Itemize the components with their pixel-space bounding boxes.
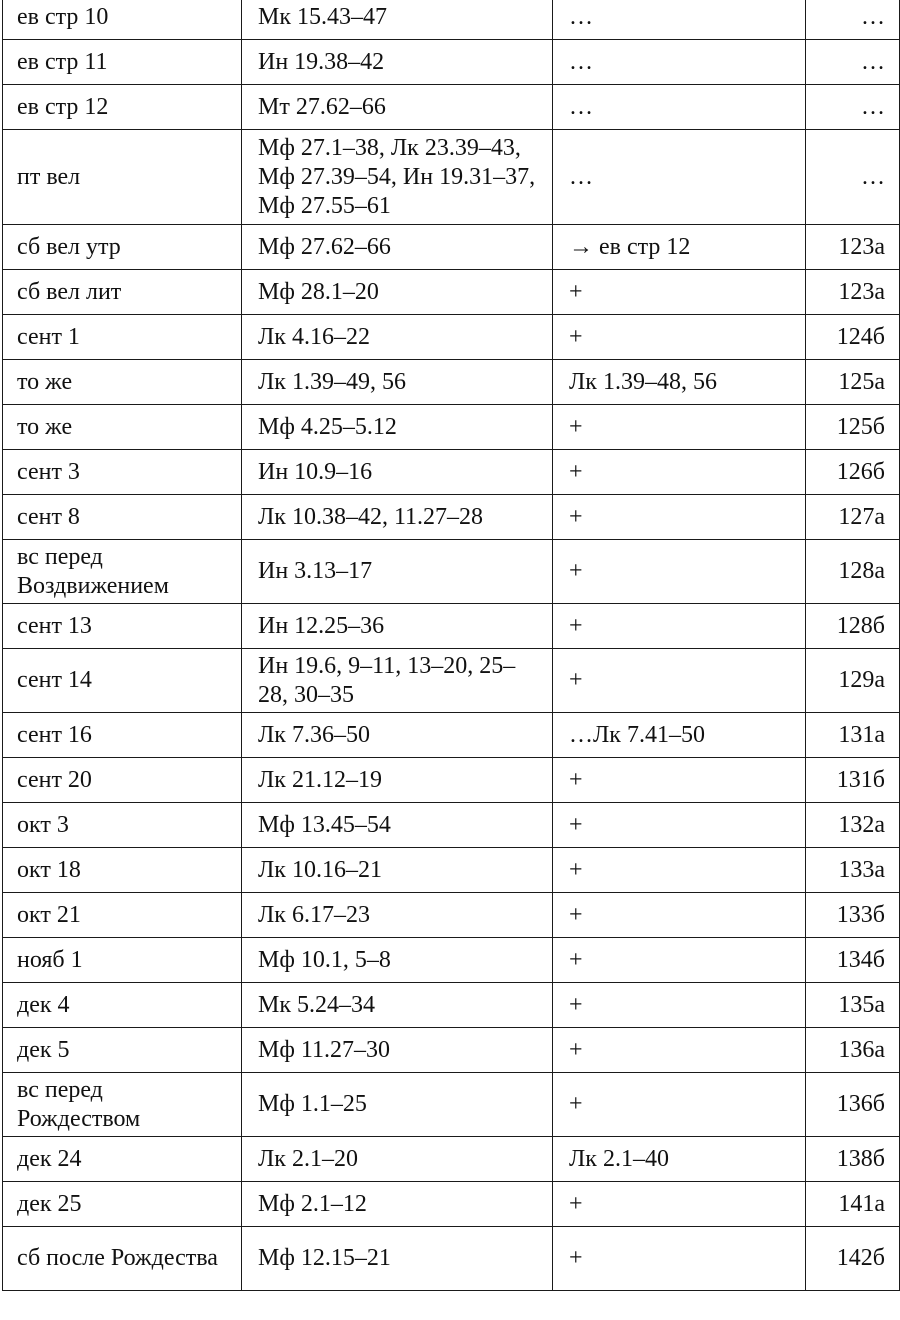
passage-cell: Лк 10.16–21 (242, 848, 553, 893)
table-row (3, 40, 900, 85)
table-row (3, 1182, 900, 1227)
table-row (3, 1073, 900, 1137)
passage-cell: Мф 13.45–54 (242, 803, 553, 848)
reading-cell (3, 540, 242, 604)
passage-cell: Мк 15.43–47 (242, 0, 553, 40)
table-row (3, 803, 900, 848)
variant-cell: + (553, 405, 806, 450)
reading-cell: сент 20 (3, 758, 242, 803)
variant-cell: + (553, 1073, 806, 1137)
folio-cell: 128а (806, 540, 900, 604)
folio-cell: 133б (806, 893, 900, 938)
reading-cell: дек 24 (3, 1137, 242, 1182)
table-row (3, 1137, 900, 1182)
passage-cell (242, 130, 553, 225)
folio-cell: 128б (806, 604, 900, 649)
folio-cell: 133а (806, 848, 900, 893)
passage-text: Мф 27.1–38, Лк 23.39–43, Мф 27.39–54, Ин 19.31–37, Мф 27.55–61 (258, 134, 536, 219)
variant-cell: + (553, 758, 806, 803)
passage-cell (242, 649, 553, 713)
variant-cell: …Лк 7.41–50 (553, 713, 806, 758)
reading-cell: сб вел утр (3, 225, 242, 270)
variant-cell: + (553, 983, 806, 1028)
reading-text: вс перед Воздвижением (17, 543, 169, 599)
table-row (3, 604, 900, 649)
variant-cell: + (553, 495, 806, 540)
table-row (3, 893, 900, 938)
variant-cell: + (553, 1227, 806, 1291)
folio-cell: 141а (806, 1182, 900, 1227)
table-row (3, 758, 900, 803)
table-row (3, 270, 900, 315)
reading-cell: сент 14 (3, 649, 242, 713)
variant-cell: … (553, 130, 806, 225)
variant-cell: … (553, 85, 806, 130)
variant-cell: + (553, 1182, 806, 1227)
variant-cell: + (553, 604, 806, 649)
passage-cell: Лк 7.36–50 (242, 713, 553, 758)
table-row (3, 848, 900, 893)
folio-cell: 131а (806, 713, 900, 758)
passage-cell: Лк 2.1–20 (242, 1137, 553, 1182)
table-row (3, 225, 900, 270)
passage-cell: Лк 4.16–22 (242, 315, 553, 360)
variant-cell: Лк 1.39–48, 56 (553, 360, 806, 405)
reading-cell: дек 5 (3, 1028, 242, 1073)
folio-cell: … (806, 85, 900, 130)
reading-cell: окт 18 (3, 848, 242, 893)
reading-cell: ев стр 10 (3, 0, 242, 40)
passage-cell: Лк 21.12–19 (242, 758, 553, 803)
passage-cell: Ин 19.38–42 (242, 40, 553, 85)
variant-cell: + (553, 893, 806, 938)
reading-cell: нояб 1 (3, 938, 242, 983)
passage-cell: Лк 6.17–23 (242, 893, 553, 938)
variant-cell: + (553, 803, 806, 848)
variant-cell: + (553, 270, 806, 315)
table-row (3, 540, 900, 604)
reading-text: вс перед Рождеством (17, 1076, 141, 1132)
table-row (3, 649, 900, 713)
reading-cell: ев стр 11 (3, 40, 242, 85)
table-row (3, 0, 900, 40)
folio-cell: 136а (806, 1028, 900, 1073)
reading-cell: окт 3 (3, 803, 242, 848)
table-row (3, 360, 900, 405)
table-row (3, 1227, 900, 1291)
reading-cell (3, 1073, 242, 1137)
reading-cell (3, 1227, 242, 1291)
variant-cell: + (553, 315, 806, 360)
passage-cell: Мф 28.1–20 (242, 270, 553, 315)
reading-cell: дек 4 (3, 983, 242, 1028)
table-row (3, 495, 900, 540)
table-row (3, 983, 900, 1028)
table-row (3, 405, 900, 450)
passage-cell: Мф 10.1, 5–8 (242, 938, 553, 983)
passage-cell: Мк 5.24–34 (242, 983, 553, 1028)
folio-cell: 134б (806, 938, 900, 983)
passage-cell: Ин 3.13–17 (242, 540, 553, 604)
reading-cell: сб вел лит (3, 270, 242, 315)
variant-cell: + (553, 848, 806, 893)
folio-cell: 123а (806, 270, 900, 315)
folio-cell: 125б (806, 405, 900, 450)
lectionary-table (2, 0, 900, 1291)
folio-cell: 142б (806, 1227, 900, 1291)
folio-cell: 126б (806, 450, 900, 495)
folio-cell: 136б (806, 1073, 900, 1137)
reading-cell: сент 13 (3, 604, 242, 649)
variant-cell: + (553, 450, 806, 495)
folio-cell: 131б (806, 758, 900, 803)
folio-cell: 127а (806, 495, 900, 540)
passage-cell: Лк 1.39–49, 56 (242, 360, 553, 405)
variant-cell: … (553, 0, 806, 40)
table-row (3, 85, 900, 130)
variant-cell: + (553, 649, 806, 713)
table-row (3, 1028, 900, 1073)
folio-cell: 135а (806, 983, 900, 1028)
variant-cell: Лк 2.1–40 (553, 1137, 806, 1182)
table-row (3, 130, 900, 225)
folio-cell: 138б (806, 1137, 900, 1182)
folio-cell: 125а (806, 360, 900, 405)
folio-cell: … (806, 40, 900, 85)
folio-cell: 129а (806, 649, 900, 713)
folio-cell: … (806, 130, 900, 225)
table-body (3, 0, 900, 1291)
passage-cell: Мф 27.62–66 (242, 225, 553, 270)
table-row (3, 315, 900, 360)
reading-cell: то же (3, 405, 242, 450)
reading-cell: окт 21 (3, 893, 242, 938)
table-row (3, 938, 900, 983)
passage-cell: Мф 2.1–12 (242, 1182, 553, 1227)
passage-cell: Мф 12.15–21 (242, 1227, 553, 1291)
variant-cell: + (553, 1028, 806, 1073)
reading-cell: сент 16 (3, 713, 242, 758)
passage-cell: Мф 1.1–25 (242, 1073, 553, 1137)
folio-cell: 124б (806, 315, 900, 360)
variant-cell: … (553, 40, 806, 85)
reading-cell: дек 25 (3, 1182, 242, 1227)
variant-cell: → ев стр 12 (553, 225, 806, 270)
reading-cell: сент 3 (3, 450, 242, 495)
table-row (3, 713, 900, 758)
table-row (3, 450, 900, 495)
reading-cell: то же (3, 360, 242, 405)
passage-cell: Ин 10.9–16 (242, 450, 553, 495)
reading-cell: пт вел (3, 130, 242, 225)
passage-text: Ин 19.6, 9–11, 13–20, 25–28, 30–35 (258, 652, 516, 708)
folio-cell: 132а (806, 803, 900, 848)
passage-cell: Мф 11.27–30 (242, 1028, 553, 1073)
folio-cell: 123а (806, 225, 900, 270)
reading-cell: ев стр 12 (3, 85, 242, 130)
variant-cell: + (553, 540, 806, 604)
passage-cell: Мт 27.62–66 (242, 85, 553, 130)
passage-cell: Мф 4.25–5.12 (242, 405, 553, 450)
passage-cell: Лк 10.38–42, 11.27–28 (242, 495, 553, 540)
reading-cell: сент 1 (3, 315, 242, 360)
reading-cell: сент 8 (3, 495, 242, 540)
variant-cell: + (553, 938, 806, 983)
folio-cell: … (806, 0, 900, 40)
reading-text: сб после Рождества (17, 1245, 218, 1271)
passage-cell: Ин 12.25–36 (242, 604, 553, 649)
